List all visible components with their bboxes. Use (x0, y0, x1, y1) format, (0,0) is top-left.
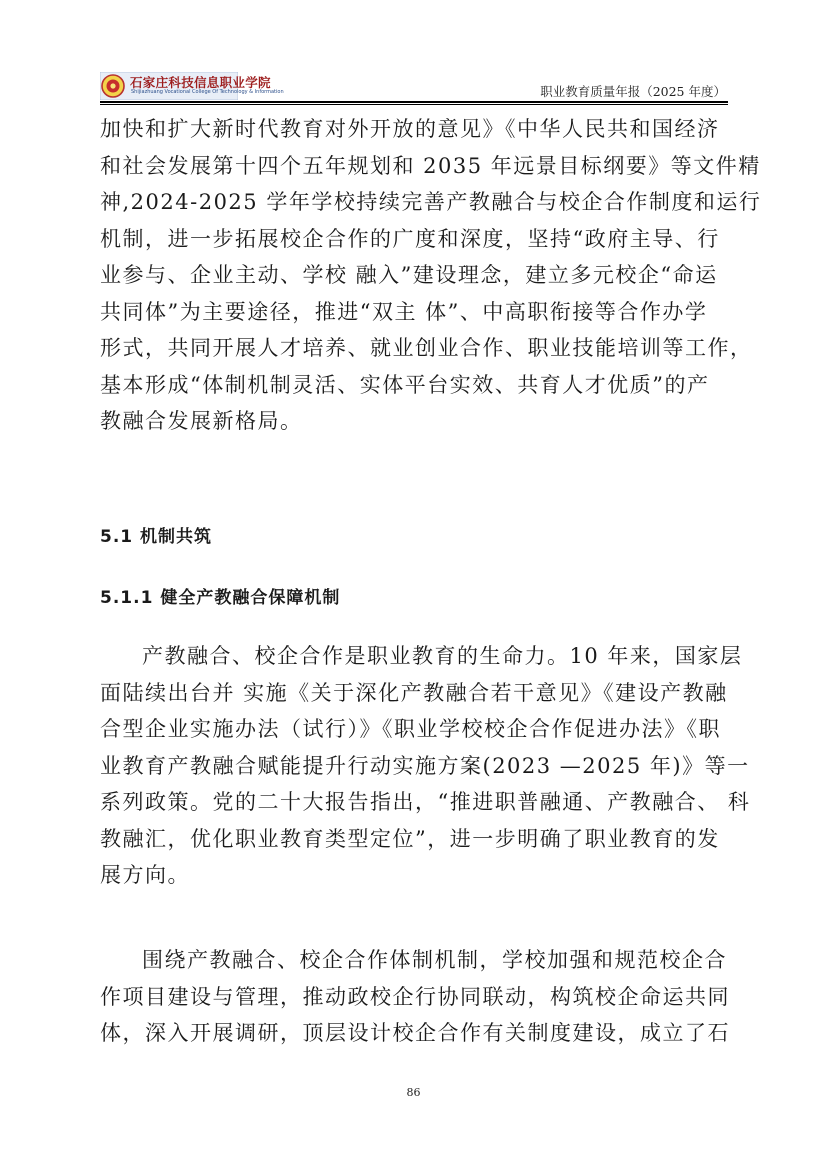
header-divider-thin (100, 104, 728, 105)
paragraph-3 (100, 942, 728, 1052)
paragraph-2 (100, 638, 751, 894)
logo-subtitle: Shijiazhuang Vocational College Of Technology & Information (131, 89, 284, 95)
paragraph-1 (100, 111, 762, 440)
text-line: 共同体”为主要途径，推进“双主 体”、中高职衔接等合作办学 (100, 299, 708, 324)
college-logo (100, 72, 284, 100)
text-line: 业参与、企业主动、学校 融入”建设理念，建立多元校企“命运 (100, 263, 718, 287)
page-header (100, 70, 728, 104)
text-line: 形式，共同开展人才培养、就业创业合作、职业技能培训等工作， (100, 336, 753, 360)
header-divider (100, 101, 728, 103)
text-line: 教融合发展新格局。 (100, 409, 303, 433)
subsection-heading: 5.1.1 健全产教融合保障机制 (100, 588, 341, 608)
text-line: 系列政策。党的二十大报告指出，“推进职普融通、产教融合、 科 (100, 790, 751, 814)
text-line: 机制，进一步拓展校企合作的广度和深度，坚持“政府主导、行 (100, 226, 720, 251)
section-heading: 5.1 机制共筑 (100, 527, 213, 547)
report-title: 职业教育质量年报（2025 年度） (540, 84, 726, 99)
text-line: 作项目建设与管理，推动政校企行协同联动，构筑校企命运共同 (100, 984, 730, 1009)
text-line: 合型企业实施办法（试行）》《职业学校校企合作促进办法》《职 (100, 717, 721, 741)
text-line: 产教融合、校企合作是职业教育的生命力。10 年来，国家层 (142, 644, 743, 668)
text-line: 体，深入开展调研，顶层设计校企合作有关制度建设，成立了石 (100, 1021, 730, 1045)
text-line: 教融汇，优化职业教育类型定位”，进一步明确了职业教育的发 (100, 826, 720, 851)
text-line: 加快和扩大新时代教育对外开放的意见》《中华人民共和国经济 (100, 117, 720, 141)
page-number: 86 (406, 1086, 421, 1099)
text-line: 和社会发展第十四个五年规划和 2035 年远景目标纲要》等文件精 (100, 153, 761, 178)
text-line: 围绕产教融合、校企合作体制机制，学校加强和规范校企合 (142, 948, 727, 972)
text-line: 面陆续出台并 实施《关于深化产教融合若干意见》《建设产教融 (100, 680, 728, 705)
text-line: 业教育产教融合赋能提升行动实施方案(2023 —2025 年)》等一 (100, 753, 750, 778)
logo-name: 石家庄科技信息职业学院 (130, 75, 271, 90)
text-line: 基本形成“体制机制灵活、实体平台实效、共育人才优质”的产 (100, 372, 710, 397)
text-line: 展方向。 (100, 863, 190, 887)
text-line: 神,2024-2025 学年学校持续完善产教融合与校企合作制度和运行 (100, 190, 762, 214)
